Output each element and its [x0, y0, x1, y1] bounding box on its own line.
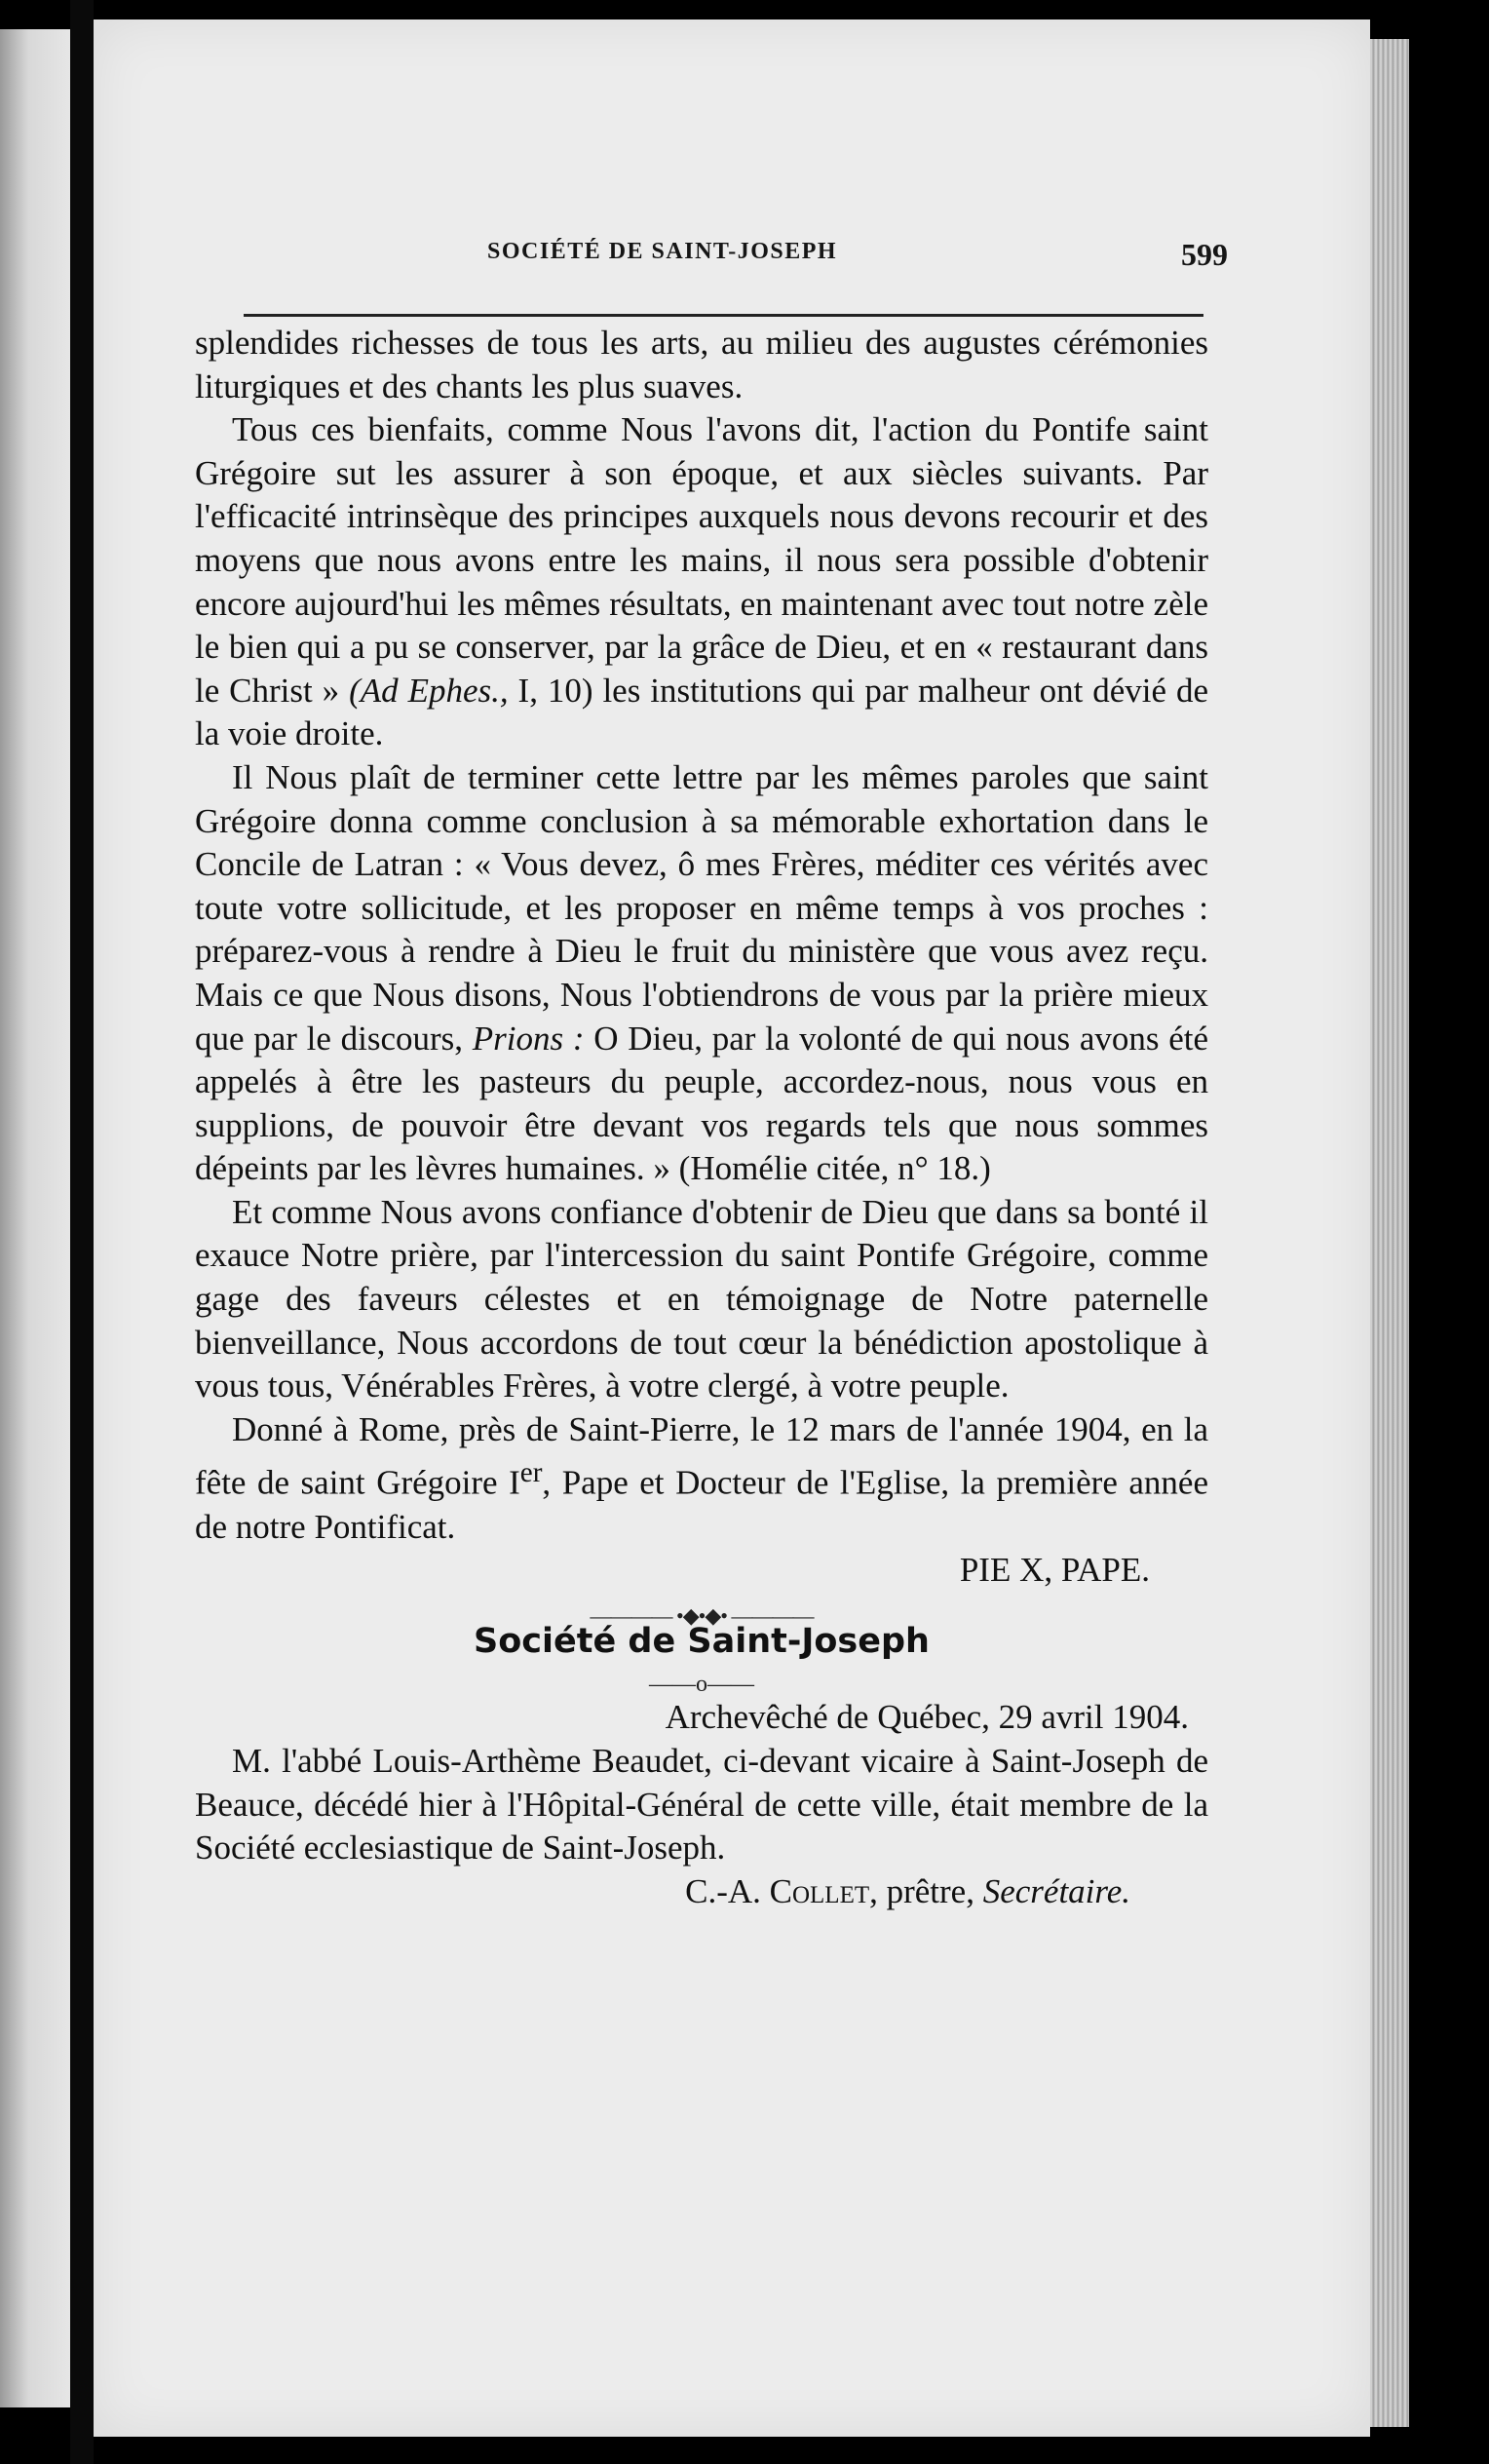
secretary-signature [195, 1870, 1208, 1914]
paragraph-benediction: Et comme Nous avons confiance d'obtenir de Dieu que dans sa bonté il exauce Notre prière, par l'intercession du saint Pontife Grégoire, comme gage des faveurs célestes et en témoignage de Notre paternelle bienveillance, Nous accordons de tout cœur la bénédiction apostolique à vous tous, Vénérables Frères, à votre clergé, à votre peuple. [195, 1192, 1208, 1405]
text-run: , prêtre, [869, 1871, 983, 1910]
previous-page-edge [0, 29, 70, 2407]
section-notice: M. l'abbé Louis-Arthème Beaudet, ci-devant vicaire à Saint-Joseph de Beauce, décédé hier à l'Hôpital-Général de cette ville, était membre de la Société ecclesiastique de Saint-Joseph. [195, 1742, 1208, 1867]
signer-role: Secrétaire. [982, 1871, 1130, 1910]
header-rule [244, 314, 1203, 317]
section-small-rule: ——o—— [649, 1672, 754, 1698]
paragraph-exhortation [195, 756, 1208, 1191]
page-stack-edges [1370, 39, 1409, 2427]
italic-prions: Prions : [472, 1019, 585, 1058]
text-run: Tous ces bienfaits, comme Nous l'avons dit, l'action du Pontife saint Grégoire sut les assurer à son époque, et aux siècles suivants. Par l'efficacité intrinsèque des principes auxquels nous devons recourir et des moyens que nous avons entre les mains, il nous sera possible d'obtenir encore aujourd'hui les mêmes résultats, en maintenant avec tout notre zèle le bien qui a pu se conserver, par la grâce de Dieu, et en « restaurant dans le Christ » [195, 410, 1208, 710]
citation-reference: (Ad Ephes., [349, 671, 509, 710]
text-run: I, 10) les institutions qui par malheur ont dévié de la voie droite. [195, 671, 1209, 753]
papal-signature: PIE X, PAPE. [959, 1551, 1150, 1590]
text-run: Donné à Rome, près de Saint-Pierre, le 12 mars de l'année 1904, en la fête de saint Grégoire I [195, 1409, 1208, 1503]
text-run: , Pape et Docteur de l'Eglise, la première année de notre Pontificat. [195, 1464, 1208, 1546]
text-run: O Dieu, par la volonté de qui nous avons été appelés à être les pasteurs du peuple, accordez-nous, nous vous en supplions, de pouvoir être devant vos regards tels que nous sommes dépeints par les lèvres humaines. » (Homélie citée, n° 18.) [195, 1019, 1208, 1188]
page-number: 599 [1181, 237, 1228, 272]
running-title: SOCIÉTÉ DE SAINT-JOSEPH [487, 239, 838, 264]
section-title: Société de Saint-Joseph [474, 1621, 930, 1661]
superscript-er: er [519, 1457, 543, 1489]
paragraph-date [195, 1408, 1208, 1549]
page-text [195, 322, 1208, 1913]
page-header [487, 239, 1228, 288]
text-run: C.-A. [685, 1871, 770, 1910]
paragraph-bienfaits [195, 408, 1208, 756]
paragraph-continuation: splendides richesses de tous les arts, au milieu des augustes cérémonies liturgiques et des chants les plus suaves. [195, 324, 1208, 405]
book-gutter [70, 0, 94, 2464]
section-ornament: ———— •◆•◆• ———— [590, 1602, 814, 1628]
text-run: Il Nous plaît de terminer cette lettre par les mêmes paroles que saint Grégoire donna comme conclusion à sa mémorable exhortation dans le Concile de Latran : « Vous devez, ô mes Frères, méditer ces vérités avec toute votre sollicitude, et les proposer en même temps à vos proches : préparez-vous à rendre à Dieu le fruit du ministère que vous avez reçu. Mais ce que Nous disons, Nous l'obtiendrons de vous par la prière mieux que par le discours, [195, 757, 1208, 1058]
section-date-line: Archevêché de Québec, 29 avril 1904. [665, 1698, 1189, 1737]
signer-surname: Collet [769, 1871, 870, 1910]
